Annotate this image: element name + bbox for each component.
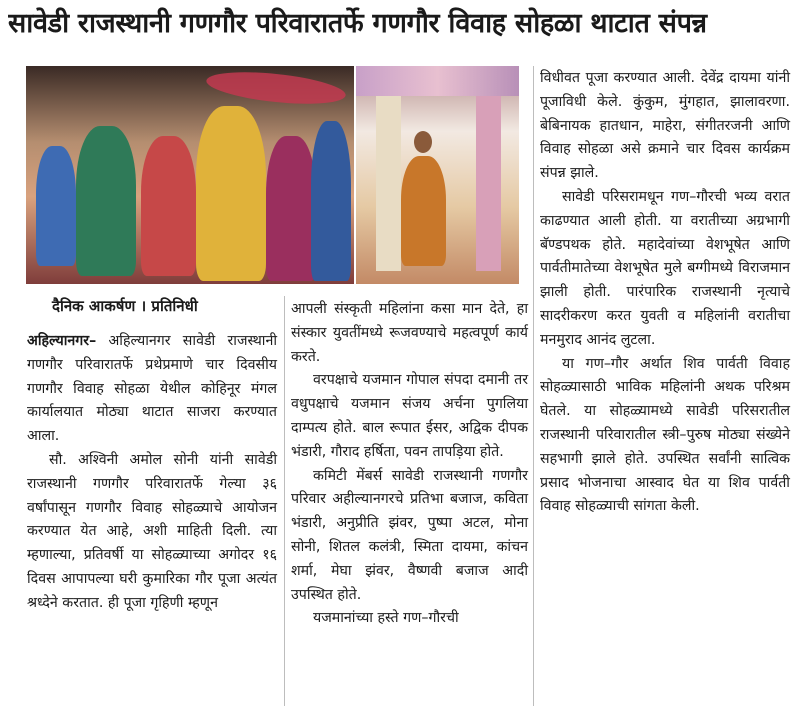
paragraph: कमिटी मेंबर्स सावेडी राजस्थानी गणगौर परिवार अहील्यानगरचे प्रतिभा बजाज, कविता भंडारी, अनुप्रीति झंवर, पुष्पा अटल, मोना सोनी, शितल कलंत्री, स्मिता दायमा, कांचन शर्मा, मेघा झंवर, वैष्णवी बजाज आदी उपस्थित होते. <box>291 467 528 603</box>
headline: सावेडी राजस्थानी गणगौर परिवारातर्फे गणगौर विवाह सोहळा थाटात संपन्न <box>8 8 707 39</box>
dateline: अहिल्यानगर– <box>27 333 97 349</box>
paragraph: या गण–गौर अर्थात शिव पार्वती विवाह सोहळ्यासाठी भाविक महिलांनी अथक परिश्रम घेतले. या सोहळ्यामध्ये सावेडी परिसरातील राजस्थानी परिवारातील स्त्री–पुरुष मोठ्या संख्येने सहभागी झाले होते. उपस्थित सर्वांनी सात्विक प्रसाद भोजनाचा आस्वाद घेत या शिव पार्वती विवाह सोहळ्याची सांगता केली. <box>540 355 790 515</box>
paragraph <box>27 330 277 449</box>
column-3 <box>540 67 790 519</box>
photo-dancer <box>356 66 519 284</box>
photo-procession <box>26 66 354 284</box>
column-1 <box>27 330 277 616</box>
paragraph: सावेडी परिसरामधून गण–गौरची भव्य वरात काढण्यात आली होती. या वरातीच्या अग्रभागी बॅण्डपथक होते. महादेवांच्या वेशभूषेत आणि पार्वतीमातेच्या वेशभूषेत मुले बग्गीमध्ये विराजमान झाली होती. पारंपारिक राजस्थानी नृत्याचे सादरीकरण करत युवती व महिलांनी वरातीचा मनमुराद आनंद लुटला. <box>540 188 790 348</box>
paragraph: वरपक्षाचे यजमान गोपाल संपदा दमानी तर वधुपक्षाचे यजमान संजय अर्चना पुगलिया दाम्पत्य होते. बाल रूपात ईसर, अद्विक दीपक भंडारी, गौराद हर्षिता, पवन तापड़िया होते. <box>291 372 528 460</box>
column-2 <box>291 298 528 631</box>
paragraph: विधीवत पूजा करण्यात आली. देवेंद्र दायमा यांनी पूजाविधी केले. कुंकुम, मुंगहात, झालावरणा. बेबिनायक हातधान, माहेरा, संगीतरजनी आणि विवाह सोहळा असे क्रमाने चार दिवस कार्यक्रम संपन्न झाले. <box>540 70 790 182</box>
paragraph-text: अहिल्यानगर सावेडी राजस्थानी गणगौर परिवारातर्फे प्रथेप्रमाणे चार दिवसीय गणगौर विवाह सोहळा येथील कोहिनूर मंगल कार्यालयात मोठ्या थाटात साजरा करण्यात आला. <box>27 333 277 445</box>
column-divider <box>284 296 285 706</box>
byline: दैनिक आकर्षण । प्रतिनिधी <box>52 297 198 315</box>
paragraph: आपली संस्कृती महिलांना कसा मान देते, हा संस्कार युवतींमध्ये रूजवण्याचे महत्वपूर्ण कार्य करते. <box>291 301 528 365</box>
paragraph: सौ. अश्विनी अमोल सोनी यांनी सावेडी राजस्थानी गणगौर परिवारातर्फे गेल्या ३६ वर्षांपासून गणगौर विवाह सोहळ्याचे आयोजन करण्यात येत आहे, अशी माहिती दिली. त्या म्हणाल्या, प्रतिवर्षी या सोहळ्याच्या अगोदर १६ दिवस आपापल्या घरी कुमारिका गौर पूजा अत्यंत श्रध्देने करतात. ही पूजा गृहिणी म्हणून <box>27 451 277 611</box>
column-divider <box>533 66 534 706</box>
paragraph: यजमानांच्या हस्ते गण–गौरची <box>313 610 459 627</box>
